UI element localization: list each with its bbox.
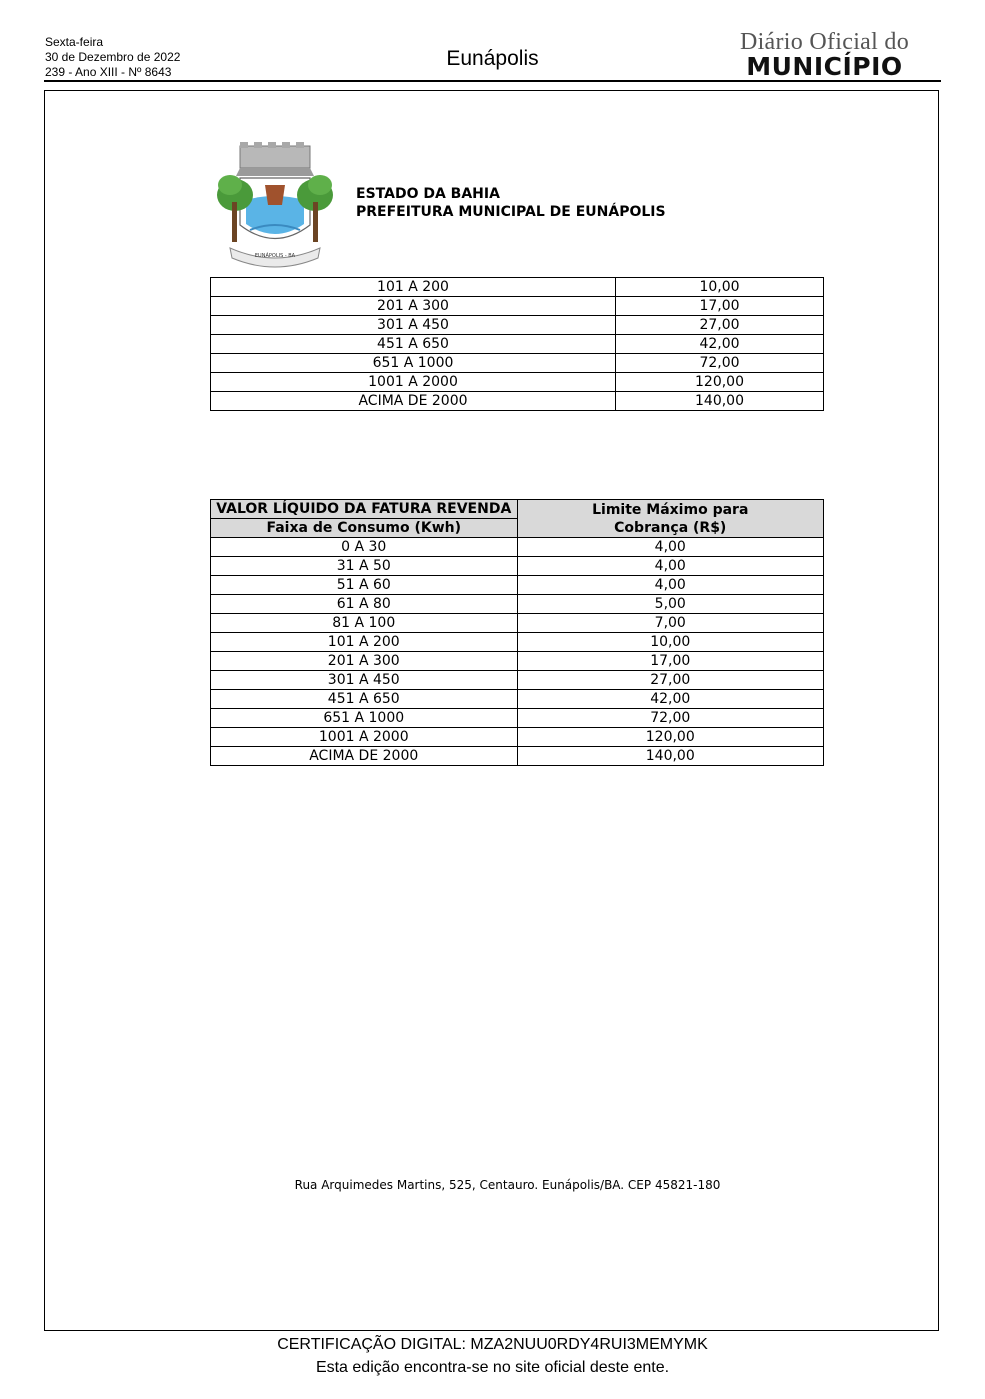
value-cell: 42,00 bbox=[616, 335, 824, 354]
table-row bbox=[211, 557, 824, 576]
resale-invoice-table bbox=[210, 499, 824, 766]
consumption-range-cell: 201 A 300 bbox=[211, 297, 616, 316]
city-name: Eunápolis bbox=[446, 47, 539, 70]
value-cell: 120,00 bbox=[517, 728, 824, 747]
table-row bbox=[211, 747, 824, 766]
value-cell: 140,00 bbox=[616, 392, 824, 411]
table-row bbox=[211, 278, 824, 297]
table-row bbox=[211, 538, 824, 557]
table-title: VALOR LÍQUIDO DA FATURA REVENDA bbox=[211, 500, 518, 519]
value-cell: 4,00 bbox=[517, 576, 824, 595]
header-rule bbox=[44, 80, 941, 82]
consumption-range-cell: 0 A 30 bbox=[211, 538, 518, 557]
value-cell: 120,00 bbox=[616, 373, 824, 392]
value-cell: 17,00 bbox=[517, 652, 824, 671]
table-row bbox=[211, 728, 824, 747]
table-row bbox=[211, 652, 824, 671]
consumption-range-cell: 1001 A 2000 bbox=[211, 728, 518, 747]
consumption-range-cell: 651 A 1000 bbox=[211, 354, 616, 373]
table-row bbox=[211, 633, 824, 652]
table-row bbox=[211, 709, 824, 728]
tariff-table-continuation bbox=[210, 277, 824, 411]
prefecture-name: PREFEITURA MUNICIPAL DE EUNÁPOLIS bbox=[356, 204, 666, 220]
consumption-range-cell: 101 A 200 bbox=[211, 633, 518, 652]
table-row bbox=[211, 316, 824, 335]
weekday: Sexta-feira bbox=[45, 35, 104, 49]
value-cell: 72,00 bbox=[517, 709, 824, 728]
table-row bbox=[211, 373, 824, 392]
consumption-range-cell: ACIMA DE 2000 bbox=[211, 747, 518, 766]
value-cell: 27,00 bbox=[517, 671, 824, 690]
table-row bbox=[211, 614, 824, 633]
table-row bbox=[211, 297, 824, 316]
consumption-range-cell: 81 A 100 bbox=[211, 614, 518, 633]
table-row bbox=[211, 576, 824, 595]
col-limit-header bbox=[517, 500, 824, 538]
table-row bbox=[211, 595, 824, 614]
value-cell: 10,00 bbox=[517, 633, 824, 652]
consumption-range-cell: 451 A 650 bbox=[211, 335, 616, 354]
table-row bbox=[211, 671, 824, 690]
col-limit-header-line1: Limite Máximo para bbox=[592, 501, 749, 518]
consumption-range-cell: 301 A 450 bbox=[211, 671, 518, 690]
footer-address: Rua Arquimedes Martins, 525, Centauro. Eunápolis/BA. CEP 45821-180 bbox=[294, 1178, 721, 1192]
organization-heading bbox=[356, 185, 666, 221]
col-limit-header-line2: Cobrança (R$) bbox=[614, 519, 727, 536]
consumption-range-cell: 101 A 200 bbox=[211, 278, 616, 297]
state-name: ESTADO DA BAHIA bbox=[356, 186, 500, 202]
value-cell: 5,00 bbox=[517, 595, 824, 614]
value-cell: 17,00 bbox=[616, 297, 824, 316]
crest-ribbon-text: EUNÁPOLIS - BA bbox=[254, 253, 296, 259]
table-row bbox=[211, 392, 824, 411]
digital-certification: CERTIFICAÇÃO DIGITAL: MZA2NUU0RDY4RUI3MEMYMK bbox=[277, 1336, 708, 1353]
consumption-range-cell: 1001 A 2000 bbox=[211, 373, 616, 392]
site-note: Esta edição encontra-se no site oficial deste ente. bbox=[315, 1359, 670, 1376]
consumption-range-cell: 51 A 60 bbox=[211, 576, 518, 595]
consumption-range-cell: 301 A 450 bbox=[211, 316, 616, 335]
col-consumption-header: Faixa de Consumo (Kwh) bbox=[211, 519, 518, 538]
consumption-range-cell: ACIMA DE 2000 bbox=[211, 392, 616, 411]
consumption-range-cell: 451 A 650 bbox=[211, 690, 518, 709]
value-cell: 7,00 bbox=[517, 614, 824, 633]
table-row bbox=[211, 690, 824, 709]
value-cell: 42,00 bbox=[517, 690, 824, 709]
edition-number: 239 - Ano XIII - Nº 8643 bbox=[45, 65, 172, 79]
diario-oficial-logo bbox=[740, 30, 909, 80]
value-cell: 27,00 bbox=[616, 316, 824, 335]
consumption-range-cell: 61 A 80 bbox=[211, 595, 518, 614]
value-cell: 140,00 bbox=[517, 747, 824, 766]
publication-date: 30 de Dezembro de 2022 bbox=[45, 50, 181, 64]
consumption-range-cell: 651 A 1000 bbox=[211, 709, 518, 728]
table-row bbox=[211, 354, 824, 373]
table-row bbox=[211, 335, 824, 354]
consumption-range-cell: 31 A 50 bbox=[211, 557, 518, 576]
value-cell: 4,00 bbox=[517, 557, 824, 576]
value-cell: 4,00 bbox=[517, 538, 824, 557]
value-cell: 72,00 bbox=[616, 354, 824, 373]
logo-top-text: Diário Oficial do bbox=[739, 29, 909, 55]
municipal-crest-icon bbox=[210, 140, 340, 270]
value-cell: 10,00 bbox=[616, 278, 824, 297]
consumption-range-cell: 201 A 300 bbox=[211, 652, 518, 671]
logo-bottom-text: MUNICÍPIO bbox=[746, 52, 903, 81]
